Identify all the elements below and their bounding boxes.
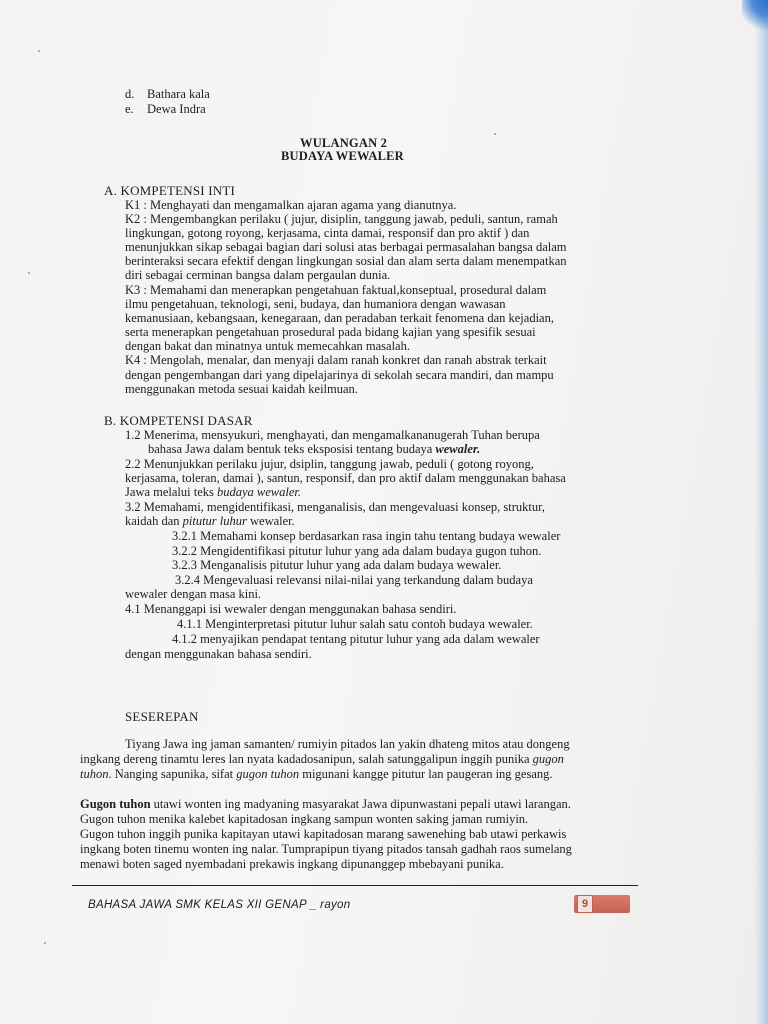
kd-line <box>125 485 301 499</box>
paragraph-line: menawi boten saged nyembadani prekawis ingkang dipunanggep mbebayani punika. <box>80 857 504 871</box>
ki-line: K2 : Mengembangkan perilaku ( jujur, disiplin, tanggung jawab, peduli, santun, ramah <box>125 212 558 226</box>
kd-line: 4.1 Menanggapi isi wewaler dengan menggunakan bahasa sendiri. <box>125 602 457 616</box>
kd-emphasis: pitutur luhur <box>182 514 247 528</box>
ki-line: menggunakan metoda sesuai kaidah keilmuan. <box>125 382 358 396</box>
kd-subline: 3.2.1 Memahami konsep berdasarkan rasa ingin tahu tentang budaya wewaler <box>172 529 561 543</box>
kd-text: Jawa melalui teks <box>125 485 217 499</box>
ki-line: diri sebagai cerminan bangsa dalam pergaulan dunia. <box>125 268 391 282</box>
ki-line: kemanusiaan, kebangsaan, kenegaraan, dan peradaban terkait fenomena dan kejadian, <box>125 311 554 325</box>
ki-line: berinteraksi secara efektif dengan lingkungan sosial dan alam serta dalam menempatkan <box>125 254 567 268</box>
option-d <box>125 87 210 101</box>
footer-label: BAHASA JAWA SMK KELAS XII GENAP _ rayon <box>88 899 351 911</box>
ki-line: serta menerapkan pengetahuan prosedural pada bidang kajian yang spesifik sesuai <box>125 325 536 339</box>
paragraph-line <box>80 797 571 811</box>
page-corner-mark <box>742 0 768 36</box>
kd-subline: 3.2.3 Menganalisis pitutur luhur yang ada dalam budaya wewaler. <box>172 558 502 572</box>
kd-line: wewaler dengan masa kini. <box>125 587 262 601</box>
ki-line: menunjukkan sikap sebagai bagian dari solusi atas berbagai permasalahan bangsa dalam <box>125 240 567 254</box>
paragraph-line: Tiyang Jawa ing jaman samanten/ rumiyin pitados lan yakin dhateng mitos atau dongeng <box>125 737 570 751</box>
option-letter: d. <box>125 87 135 101</box>
section-a-heading: A. KOMPETENSI INTI <box>104 183 236 198</box>
option-text: Bathara kala <box>147 87 210 101</box>
ki-line: dengan bakat dan minatnya untuk memecahkan masalah. <box>125 339 410 353</box>
kd-line: 2.2 Menunjukkan perilaku jujur, dsiplin, tanggung jawab, peduli ( gotong royong, <box>125 457 534 471</box>
paragraph-bold: Gugon tuhon <box>80 797 151 811</box>
paragraph-text: migunani kangge pitutur lan paugeran ing gesang. <box>299 767 553 781</box>
paragraph-line <box>80 767 553 781</box>
scan-speck <box>44 942 46 944</box>
kd-text: wewaler. <box>246 514 295 528</box>
paragraph-line: Gugon tuhon inggih punika kapitayan utawi kapitadosan marang sawenehing bab utawi perkawis <box>80 827 567 841</box>
option-letter: e. <box>125 102 134 116</box>
kd-line: 3.2 Memahami, mengidentifikasi, menganalisis, dan mengevaluasi konsep, struktur, <box>125 500 545 514</box>
scan-speck <box>38 50 40 52</box>
ki-line: ilmu pengetahuan, teknologi, seni, budaya, dan humaniora dengan wawasan <box>125 297 506 311</box>
scan-speck <box>28 272 30 274</box>
paragraph-line <box>80 752 564 766</box>
kd-line: 1.2 Menerima, mensyukuri, menghayati, dan mengamalkananugerah Tuhan berupa <box>125 428 540 442</box>
paragraph-text: ingkang dereng tinamtu leres lan nyata kadadosanipun, salah satunggalipun inggih punika <box>80 752 533 766</box>
paragraph-text: utawi wonten ing madyaning masyarakat Jawa dipunwastani pepali utawi larangan. <box>150 797 571 811</box>
page-number: 9 <box>577 895 593 913</box>
kd-text: bahasa Jawa dalam bentuk teks eksposisi tentang budaya <box>148 442 436 456</box>
kd-text: kaidah dan <box>125 514 183 528</box>
scan-speck <box>494 133 496 135</box>
kd-subline: 3.2.2 Mengidentifikasi pitutur luhur yang ada dalam budaya gugon tuhon. <box>172 544 542 558</box>
paragraph-line: Gugon tuhon menika kalebet kapitadosan ingkang sampun wonten saking jaman rumiyin. <box>80 812 529 826</box>
paragraph-text: . Nanging sapunika, sifat <box>108 767 237 781</box>
ki-line: K4 : Mengolah, menalar, dan menyaji dalam ranah konkret dan ranah abstrak terkait <box>125 353 547 367</box>
ki-line: dengan pengembangan dari yang dipelajarinya di sekolah secara mandiri, dan mampu <box>125 368 554 382</box>
seserepan-heading: SESEREPAN <box>125 709 199 724</box>
kd-line <box>125 514 295 528</box>
kd-line: kerjasama, toleran, damai ), santun, responsif, dan pro aktif dalam menggunakan bahasa <box>125 471 566 485</box>
kd-line <box>148 442 480 456</box>
kd-subline: 3.2.4 Mengevaluasi relevansi nilai-nilai yang terkandung dalam budaya <box>175 573 533 587</box>
paragraph-emphasis: tuhon <box>80 767 109 781</box>
lesson-title: WULANGAN 2 <box>300 136 388 150</box>
option-e <box>125 102 206 116</box>
ki-line: K3 : Memahami dan menerapkan pengetahuan faktual,konseptual, prosedural dalam <box>125 283 547 297</box>
kd-line: dengan menggunakan bahasa sendiri. <box>125 647 312 661</box>
kd-subline: 4.1.1 Menginterpretasi pitutur luhur salah satu contoh budaya wewaler. <box>177 617 533 631</box>
page-edge-shadow <box>754 0 768 1024</box>
option-text: Dewa Indra <box>147 102 206 116</box>
ki-line: lingkungan, gotong royong, kerjasama, cinta damai, responsif dan pro aktif ) dan <box>125 226 530 240</box>
lesson-subtitle: BUDAYA WEWALER <box>281 149 404 163</box>
kd-emphasis: wewaler. <box>435 442 481 456</box>
section-b-heading: B. KOMPETENSI DASAR <box>104 413 253 428</box>
kd-subline: 4.1.2 menyajikan pendapat tentang pitutur luhur yang ada dalam wewaler <box>172 632 540 646</box>
paragraph-emphasis: gugon <box>532 752 564 766</box>
ki-line: K1 : Menghayati dan mengamalkan ajaran agama yang dianutnya. <box>125 198 457 212</box>
kd-emphasis: budaya wewaler. <box>217 485 302 499</box>
paragraph-line: ingkang boten tinemu wonten ing nalar. Tumprapipun tiyang pitados tansah gadhah raos sumelang <box>80 842 572 856</box>
paragraph-emphasis: gugon tuhon <box>236 767 300 781</box>
footer-divider <box>72 885 638 886</box>
